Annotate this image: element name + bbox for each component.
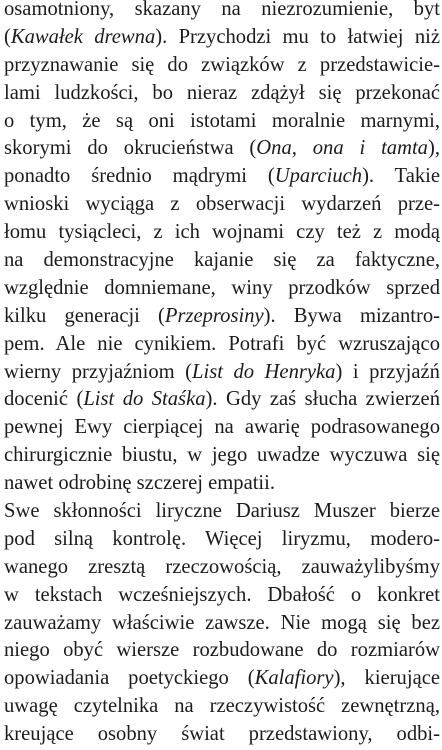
text-segment: nawet odrobinę szczerej empatii. [4,472,276,495]
text-line [4,331,440,359]
text-line [4,359,440,387]
text-line [4,526,440,554]
text-segment: ponadto średnio mądrymi ( [4,165,275,188]
text-segment: na demonstracyjne kajanie się za faktyczne, [4,249,440,272]
text-line [4,247,440,275]
text-line [4,470,440,498]
italic-title: Kawałek drewna [10,25,156,48]
text-line [4,191,440,219]
italic-title: Przeprosiny [164,304,264,327]
text-segment: ). Gdy zaś słucha zwierzeń [205,388,440,411]
italic-title: List do Henryka [192,360,336,383]
text-segment: łomu tysiącleci, z ich wojnami czy też z modą [4,221,440,244]
italic-title: Uparciuch [274,165,363,188]
text-segment: pod silną kontrolę. Więcej liryzmu, modero- [4,527,440,550]
text-line [4,610,440,638]
text-line [4,637,440,665]
text-segment: względnie domniemane, winy przodków sprzed [4,276,440,299]
italic-title: List do Staśka [83,388,206,411]
text-line [4,442,440,470]
text-segment: pewnej Ewy cierpiącej na awarię podrasowanego [4,416,440,439]
text-line [4,721,440,749]
text-line [4,0,440,24]
text-segment: zauważamy właściwie zawsze. Nie mogą się bez [4,611,440,634]
text-line [4,80,440,108]
text-segment: osamotniony, skazany na niezrozumienie, byt [4,0,440,20]
text-line [4,163,440,191]
text-segment: docenić ( [4,388,84,411]
text-line [4,498,440,526]
text-segment: ). Przychodzi mu to łatwiej niż [155,25,440,48]
text-segment: ( [4,25,11,48]
text-line [4,275,440,303]
text-line [4,108,440,136]
text-line [4,582,440,610]
text-line [4,303,440,331]
text-segment: wierny przyjaźniom ( [4,360,193,383]
text-line [4,135,440,163]
body-text [4,0,440,749]
text-segment: kilku generacji ( [4,304,165,327]
text-segment: kreujące osobny świat przedstawiony, odbi- [4,723,440,746]
text-line [4,414,440,442]
text-segment: lami ludzkości, bo nieraz zdążył się przekonać [4,81,440,104]
text-line [4,665,440,693]
italic-title: Ona, ona i tamta [256,137,428,160]
text-segment: w tekstach wcześniejszych. Dbałość o konkret [4,583,440,606]
text-segment: przyznawanie się do związków z przedstawicie- [4,53,440,76]
text-line [4,554,440,582]
text-segment: niego obyć wiersze rozbudowane do rozmiarów [4,639,440,662]
text-segment: wnioski wyciąga z obserwacji wydarzeń prze- [4,193,440,216]
text-segment: o tym, że są oni istotami moralnie marnymi, [4,109,440,132]
text-line [4,52,440,80]
text-segment: opowiadania poetyckiego ( [4,667,255,690]
text-segment: pem. Ale nie cynikiem. Potrafi być wzruszająco [4,332,440,355]
italic-title: Kalafiory [254,667,334,690]
text-segment: chirurgicznie biustu, w jego uwadze wyczuwa się [4,444,440,467]
text-line [4,386,440,414]
text-segment: skorymi do okrucieństwa ( [4,137,257,160]
text-segment: Swe skłonności liryczne Dariusz Muszer bierze [4,500,440,523]
text-line [4,24,440,52]
text-segment: ). Takie [362,165,440,188]
text-segment: ), kierujące [333,667,440,690]
text-line [4,219,440,247]
text-segment: ). Bywa mizantro- [263,304,440,327]
text-segment: ), [427,137,440,160]
text-segment: ) i przyjaźń [335,360,440,383]
text-segment: uwagę czytelnika na rzeczywistość zewnętrzną, [4,695,440,718]
text-segment: wanego zresztą rzeczowością, zauważylibyśmy [4,555,440,578]
text-line [4,693,440,721]
document-page [4,0,440,749]
